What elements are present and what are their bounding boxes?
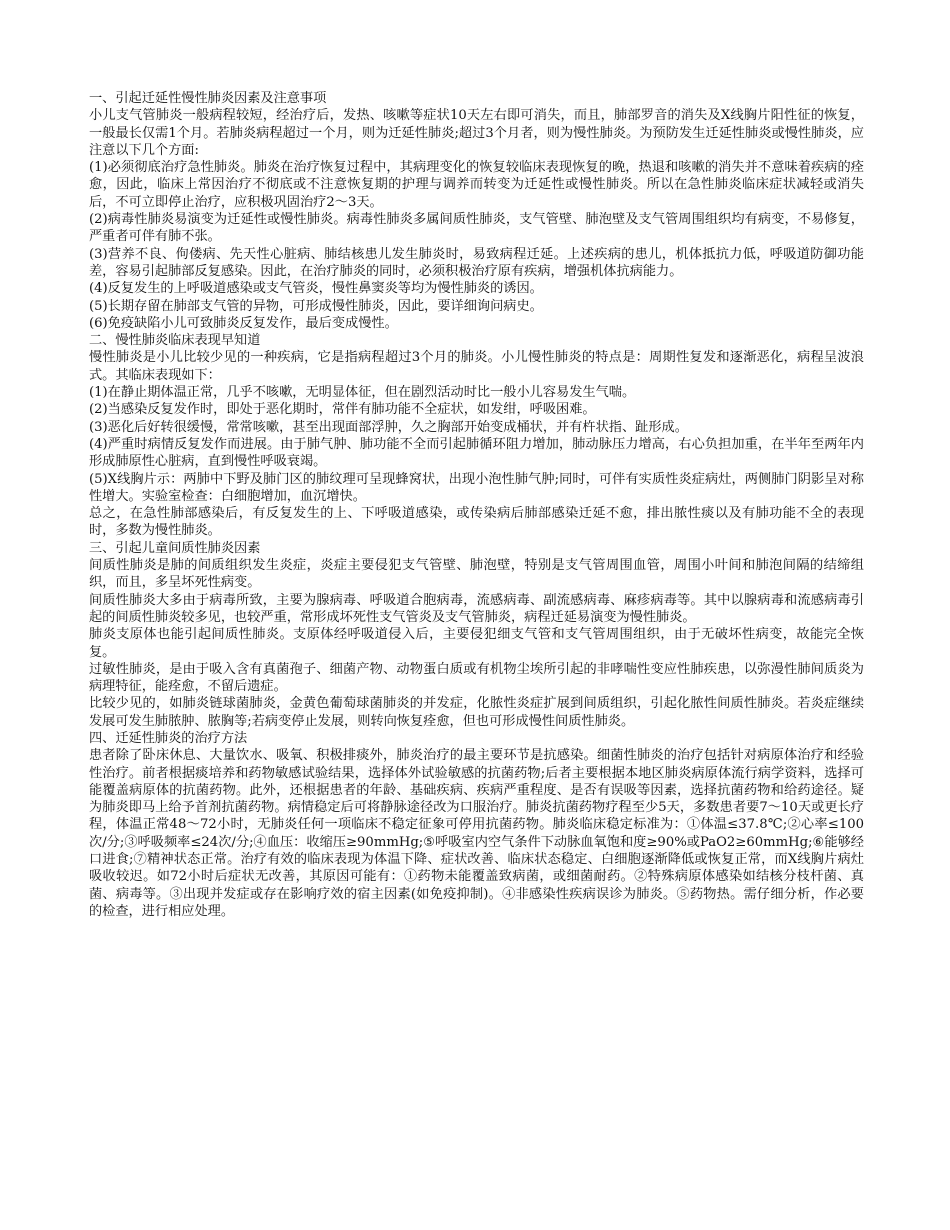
paragraph: (5)长期存留在肺部支气管的异物，可形成慢性肺炎，因此，要详细询问病史。 [89,298,543,314]
section-heading: 三、引起儿童间质性肺炎因素 [89,540,261,556]
paragraph: (6)免疫缺陷小儿可致肺炎反复发作，最后变成慢性。 [89,315,398,331]
paragraph: 肺炎支原体也能引起间质性肺炎。支原体经呼吸道侵入后，主要侵犯细支气管和支气管周围组织，由于无破坏性病变，故能完全恢复。 [89,627,864,660]
section-2 [89,332,864,540]
paragraph: (2)病毒性肺炎易演变为迁延性或慢性肺炎。病毒性肺炎多属间质性肺炎，支气管壁、肺泡壁及支气管周围组织均有病变，不易修复，严重者可伴有肺不张。 [89,212,864,245]
paragraph: 患者除了卧床休息、大量饮水、吸氧、积极排痰外，肺炎治疗的最主要环节是抗感染。细菌性肺炎的治疗包括针对病原体治疗和经验性治疗。前者根据痰培养和药物敏感试验结果，选择体外试验敏感的抗菌药物;后者主要根据本地区肺炎病原体流行病学资料，选择可能覆盖病原体的抗菌药物。此外，还根据患者的年龄、基础疾病、疾病严重程度、是否有误吸等因素，选择抗菌药物和给药途径。疑为肺炎即马上给予首剂抗菌药物。病情稳定后可将静脉途径改为口服治疗。肺炎抗菌药物疗程至少5天，多数患者要7～10天或更长疗程，体温正常48～72小时，无肺炎任何一项临床不稳定征象可停用抗菌药物。肺炎临床稳定标准为：①体温≤37.8℃;②心率≤100次/分;③呼吸频率≤24次/分;④血压：收缩压≥90mmHg;⑤呼吸室内空气条件下动脉血氧饱和度≥90%或PaO2≥60mmHg;⑥能够经口进食;⑦精神状态正常。治疗有效的临床表现为体温下降、症状改善、临床状态稳定、白细胞逐渐降低或恢复正常，而X线胸片病灶吸收较迟。如72小时后症状无改善，其原因可能有：①药物未能覆盖致病菌，或细菌耐药。②特殊病原体感染如结核分枝杆菌、真菌、病毒等。③出现并发症或存在影响疗效的宿主因素(如免疫抑制)。④非感染性疾病误诊为肺炎。⑤药物热。需仔细分析，作必要的检查，进行相应处理。 [89,748,864,919]
paragraph: 过敏性肺炎，是由于吸入含有真菌孢子、细菌产物、动物蛋白质或有机物尘埃所引起的非哮喘性变应性肺疾患，以弥漫性肺间质炎为病理特征，能痊愈，不留后遗症。 [89,661,864,695]
section-1 [89,90,864,332]
paragraph: 慢性肺炎是小儿比较少见的一种疾病，它是指病程超过3个月的肺炎。小儿慢性肺炎的特点是：周期性复发和逐渐恶化，病程呈波浪式。其临床表现如下： [89,350,864,383]
paragraph: (5)X线胸片示：两肺中下野及肺门区的肺纹理可呈现蜂窝状，出现小泡性肺气肿;同时，可伴有实质性炎症病灶，两侧肺门阴影呈对称性增大。实验室检查：白细胞增加，血沉增快。 [89,471,864,504]
paragraph: 比较少见的，如肺炎链球菌肺炎，金黄色葡萄球菌肺炎的并发症，化脓性炎症扩展到间质组织，引起化脓性间质性肺炎。若炎症继续发展可发生肺脓肿、脓胸等;若病变停止发展，则转向恢复痊愈，但也可形成慢性间质性肺炎。 [89,696,864,729]
section-heading: 一、引起迁延性慢性肺炎因素及注意事项 [89,91,327,106]
paragraph: (1)在静止期体温正常，几乎不咳嗽，无明显体征，但在剧烈活动时比一般小儿容易发生气喘。 [89,385,636,401]
paragraph: (3)恶化后好转很缓慢，常常咳嗽，甚至出现面部浮肿，久之胸部开始变成桶状，并有杵状指、趾形成。 [89,419,688,435]
paragraph: (4)严重时病情反复发作而进展。由于肺气肿、肺功能不全而引起肺循环阻力增加，肺动脉压力增高，右心负担加重，在半年至两年内形成肺原性心脏病，直到慢性呼吸衰竭。 [89,436,864,470]
paragraph: 小儿支气管肺炎一般病程较短，经治疗后，发热、咳嗽等症状10天左右即可消失，而且，肺部罗音的消失及X线胸片阳性征的恢复，一般最长仅需1个月。若肺炎病程超过一个月，则为迁延性肺炎;超过3个月者，则为慢性肺炎。为预防发生迁延性肺炎或慢性肺炎，应注意以下几个方面: [89,108,864,158]
section-4 [89,730,864,920]
section-heading: 四、迁延性肺炎的治疗方法 [89,730,248,746]
paragraph: 间质性肺炎大多由于病毒所致，主要为腺病毒、呼吸道合胞病毒，流感病毒、副流感病毒、麻疹病毒等。其中以腺病毒和流感病毒引起的间质性肺炎较多见，也较严重，常形成坏死性支气管炎及支气管肺炎，病程迁延易演变为慢性肺炎。 [89,592,864,625]
paragraph: 间质性肺炎是肺的间质组织发生炎症，炎症主要侵犯支气管壁、肺泡壁，特别是支气管周围血管，周围小叶间和肺泡间隔的结缔组织，而且，多呈坏死性病变。 [89,558,864,591]
paragraph: 总之，在急性肺部感染后，有反复发生的上、下呼吸道感染，或传染病后肺部感染迁延不愈，排出脓性痰以及有肺功能不全的表现时，多数为慢性肺炎。 [89,506,864,539]
section-heading: 二、慢性肺炎临床表现早知道 [89,333,261,349]
document-page [89,90,864,920]
paragraph: (3)营养不良、佝偻病、先天性心脏病、肺结核患儿发生肺炎时，易致病程迁延。上述疾病的患儿，机体抵抗力低，呼吸道防御功能差，容易引起肺部反复感染。因此，在治疗肺炎的同时，必须积极治疗原有疾病，增强机体抗病能力。 [89,246,864,279]
paragraph: (4)反复发生的上呼吸道感染或支气管炎，慢性鼻窦炎等均为慢性肺炎的诱因。 [89,281,543,297]
paragraph: (1)必须彻底治疗急性肺炎。肺炎在治疗恢复过程中，其病理变化的恢复较临床表现恢复的晚，热退和咳嗽的消失并不意味着疾病的痊愈，因此，临床上常因治疗不彻底或不注意恢复期的护理与调养而转变为迁延性或慢性肺炎。所以在急性肺炎临床症状减轻或消失后，不可立即停止治疗，应积极巩固治疗2～3天。 [89,160,864,210]
paragraph: (2)当感染反复发作时，即处于恶化期时，常伴有肺功能不全症状，如发绀，呼吸困难。 [89,402,596,418]
section-3 [89,540,864,730]
